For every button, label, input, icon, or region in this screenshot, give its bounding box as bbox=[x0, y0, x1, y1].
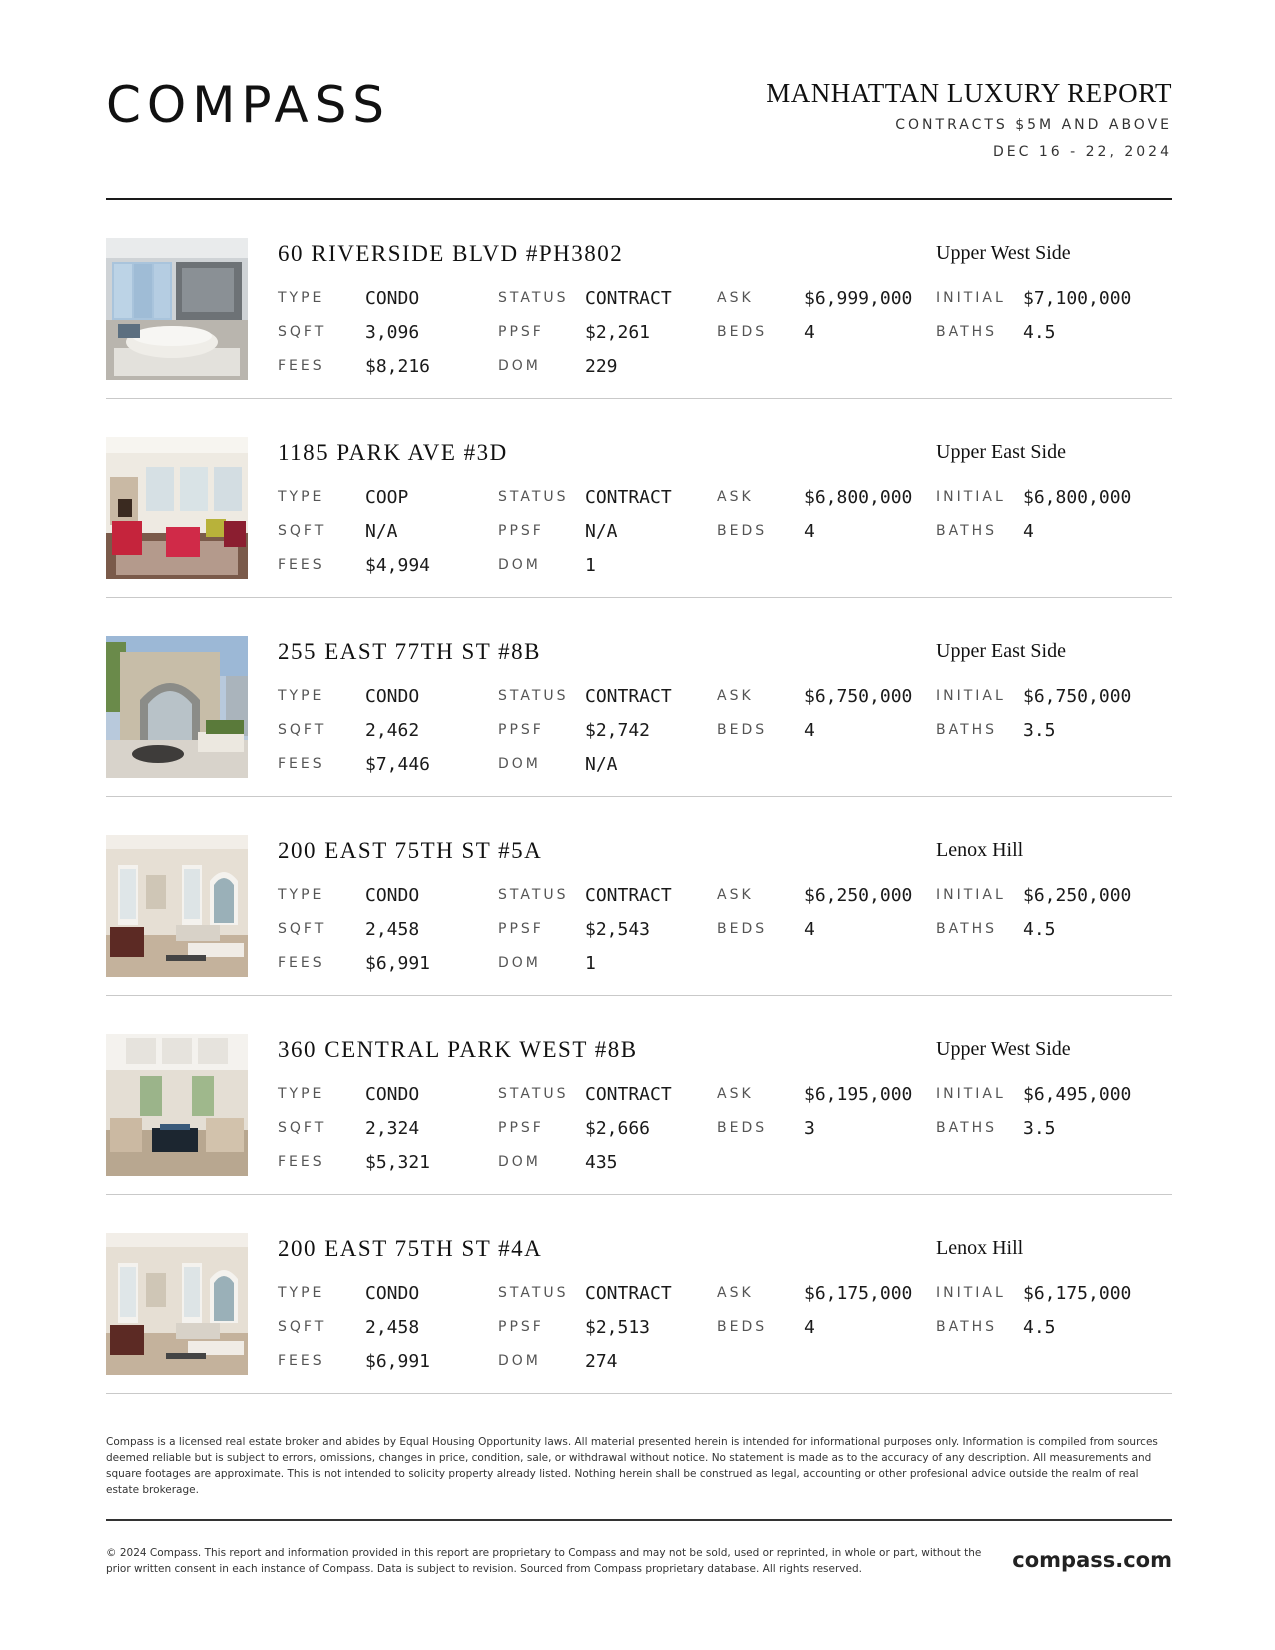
beds-value: 4 bbox=[804, 919, 815, 940]
status-value: CONTRACT bbox=[585, 686, 672, 707]
fees-value: $8,216 bbox=[365, 356, 431, 377]
type-value: CONDO bbox=[365, 686, 420, 707]
dom-value: 1 bbox=[585, 953, 596, 974]
initial-label: INITIAL bbox=[936, 290, 1006, 306]
dom-label: DOM bbox=[498, 358, 541, 374]
ask-label: ASK bbox=[717, 1086, 754, 1102]
ppsf-value: N/A bbox=[585, 521, 618, 542]
ppsf-label: PPSF bbox=[498, 324, 544, 340]
listing-row bbox=[106, 996, 1172, 1195]
listing-row bbox=[106, 200, 1172, 399]
sqft-value: N/A bbox=[365, 521, 398, 542]
dom-value: N/A bbox=[585, 754, 618, 775]
report-title: MANHATTAN LUXURY REPORT bbox=[766, 78, 1172, 108]
initial-value: $7,100,000 bbox=[1023, 288, 1132, 309]
dom-label: DOM bbox=[498, 756, 541, 772]
baths-value: 4 bbox=[1023, 521, 1034, 542]
dom-value: 1 bbox=[585, 555, 596, 576]
listing-photo[interactable] bbox=[106, 437, 248, 579]
beds-label: BEDS bbox=[717, 921, 768, 937]
beds-value: 4 bbox=[804, 1317, 815, 1338]
report-header bbox=[106, 70, 1172, 200]
type-label: TYPE bbox=[278, 1086, 325, 1102]
baths-label: BATHS bbox=[936, 324, 998, 340]
footer-divider bbox=[106, 1519, 1172, 1521]
baths-value: 3.5 bbox=[1023, 1118, 1056, 1139]
fees-label: FEES bbox=[278, 955, 325, 971]
type-label: TYPE bbox=[278, 887, 325, 903]
ask-label: ASK bbox=[717, 489, 754, 505]
dom-label: DOM bbox=[498, 1154, 541, 1170]
dom-value: 229 bbox=[585, 356, 618, 377]
listing-address[interactable]: 1185 PARK AVE #3D bbox=[278, 440, 508, 465]
fees-value: $6,991 bbox=[365, 953, 431, 974]
status-value: CONTRACT bbox=[585, 288, 672, 309]
fees-label: FEES bbox=[278, 557, 325, 573]
listing-neighborhood: Upper East Side bbox=[936, 640, 1066, 662]
listing-neighborhood: Lenox Hill bbox=[936, 839, 1024, 861]
fees-label: FEES bbox=[278, 358, 325, 374]
status-label: STATUS bbox=[498, 489, 569, 505]
ppsf-value: $2,742 bbox=[585, 720, 651, 741]
sqft-value: 2,462 bbox=[365, 720, 420, 741]
beds-value: 4 bbox=[804, 322, 815, 343]
initial-value: $6,250,000 bbox=[1023, 885, 1132, 906]
type-label: TYPE bbox=[278, 290, 325, 306]
sqft-value: 2,324 bbox=[365, 1118, 420, 1139]
beds-label: BEDS bbox=[717, 523, 768, 539]
baths-value: 4.5 bbox=[1023, 1317, 1056, 1338]
initial-label: INITIAL bbox=[936, 688, 1006, 704]
status-value: CONTRACT bbox=[585, 885, 672, 906]
fees-value: $5,321 bbox=[365, 1152, 431, 1173]
listing-neighborhood: Upper East Side bbox=[936, 441, 1066, 463]
initial-value: $6,495,000 bbox=[1023, 1084, 1132, 1105]
disclaimer-text: Compass is a licensed real estate broker and abides by Equal Housing Opportunity laws. All material presented herein is intended for informational purposes only. Information is compiled from sources deemed reliable but is subject to errors, omissions, changes in price, condition, sale, or withdrawal without notice. No statement is made as to the accuracy of any description. All measurements and square footages are approximate. This is not intended to solicity property already listed. Nothing herein shall be construed as legal, accounting or other profesional advice outside the realm of real estate brokerage. bbox=[106, 1436, 1158, 1496]
beds-value: 4 bbox=[804, 521, 815, 542]
beds-value: 4 bbox=[804, 720, 815, 741]
sqft-label: SQFT bbox=[278, 921, 327, 937]
initial-label: INITIAL bbox=[936, 1086, 1006, 1102]
sqft-label: SQFT bbox=[278, 722, 327, 738]
ppsf-label: PPSF bbox=[498, 1319, 544, 1335]
type-label: TYPE bbox=[278, 489, 325, 505]
type-value: CONDO bbox=[365, 1283, 420, 1304]
type-value: CONDO bbox=[365, 1084, 420, 1105]
fees-label: FEES bbox=[278, 1154, 325, 1170]
status-value: CONTRACT bbox=[585, 1084, 672, 1105]
initial-label: INITIAL bbox=[936, 489, 1006, 505]
ask-value: $6,750,000 bbox=[804, 686, 913, 707]
website-link[interactable]: compass.com bbox=[1012, 1548, 1172, 1572]
ask-value: $6,999,000 bbox=[804, 288, 913, 309]
listing-address[interactable]: 200 EAST 75TH ST #4A bbox=[278, 1236, 543, 1261]
report-date: DEC 16 - 22, 2024 bbox=[993, 144, 1172, 160]
ppsf-label: PPSF bbox=[498, 722, 544, 738]
listing-row bbox=[106, 797, 1172, 996]
ask-value: $6,800,000 bbox=[804, 487, 913, 508]
baths-value: 4.5 bbox=[1023, 322, 1056, 343]
status-label: STATUS bbox=[498, 688, 569, 704]
listing-photo[interactable] bbox=[106, 238, 248, 380]
fees-value: $7,446 bbox=[365, 754, 431, 775]
sqft-label: SQFT bbox=[278, 1319, 327, 1335]
listing-photo[interactable] bbox=[106, 1233, 248, 1375]
sqft-label: SQFT bbox=[278, 1120, 327, 1136]
type-value: COOP bbox=[365, 487, 409, 508]
initial-value: $6,750,000 bbox=[1023, 686, 1132, 707]
ask-label: ASK bbox=[717, 290, 754, 306]
fees-value: $4,994 bbox=[365, 555, 431, 576]
type-label: TYPE bbox=[278, 688, 325, 704]
status-label: STATUS bbox=[498, 1285, 569, 1301]
listing-address[interactable]: 360 CENTRAL PARK WEST #8B bbox=[278, 1037, 638, 1062]
ppsf-value: $2,666 bbox=[585, 1118, 651, 1139]
fees-label: FEES bbox=[278, 756, 325, 772]
ppsf-label: PPSF bbox=[498, 921, 544, 937]
ask-value: $6,175,000 bbox=[804, 1283, 913, 1304]
baths-label: BATHS bbox=[936, 921, 998, 937]
ask-label: ASK bbox=[717, 1285, 754, 1301]
fees-value: $6,991 bbox=[365, 1351, 431, 1372]
beds-label: BEDS bbox=[717, 722, 768, 738]
status-label: STATUS bbox=[498, 290, 569, 306]
type-value: CONDO bbox=[365, 885, 420, 906]
compass-logo-text: COMPASS bbox=[106, 78, 391, 128]
listing-photo[interactable] bbox=[106, 835, 248, 977]
sqft-value: 2,458 bbox=[365, 919, 420, 940]
initial-label: INITIAL bbox=[936, 1285, 1006, 1301]
sqft-label: SQFT bbox=[278, 523, 327, 539]
listing-address[interactable]: 255 EAST 77TH ST #8B bbox=[278, 639, 542, 664]
dom-label: DOM bbox=[498, 955, 541, 971]
ppsf-label: PPSF bbox=[498, 523, 544, 539]
sqft-value: 2,458 bbox=[365, 1317, 420, 1338]
initial-label: INITIAL bbox=[936, 887, 1006, 903]
ppsf-value: $2,513 bbox=[585, 1317, 651, 1338]
listing-neighborhood: Lenox Hill bbox=[936, 1237, 1024, 1259]
ppsf-value: $2,543 bbox=[585, 919, 651, 940]
listing-row bbox=[106, 1195, 1172, 1394]
status-label: STATUS bbox=[498, 1086, 569, 1102]
baths-label: BATHS bbox=[936, 1319, 998, 1335]
ppsf-value: $2,261 bbox=[585, 322, 651, 343]
ask-label: ASK bbox=[717, 887, 754, 903]
beds-label: BEDS bbox=[717, 1120, 768, 1136]
ppsf-label: PPSF bbox=[498, 1120, 544, 1136]
compass-logo-mark bbox=[106, 78, 426, 128]
status-label: STATUS bbox=[498, 887, 569, 903]
beds-label: BEDS bbox=[717, 324, 768, 340]
listing-photo[interactable] bbox=[106, 636, 248, 778]
dom-label: DOM bbox=[498, 557, 541, 573]
baths-label: BATHS bbox=[936, 722, 998, 738]
listing-neighborhood: Upper West Side bbox=[936, 242, 1071, 264]
compass-logo bbox=[106, 78, 426, 128]
copyright-text: © 2024 Compass. This report and information provided in this report are proprietary to Compass and may not be sold, used or reprinted, in whole or part, without the prior written consent in each instance of Compass. Data is subject to revision. Sourced from Compass proprietary database. All rights reserved. bbox=[106, 1547, 982, 1575]
dom-label: DOM bbox=[498, 1353, 541, 1369]
listing-neighborhood: Upper West Side bbox=[936, 1038, 1071, 1060]
status-value: CONTRACT bbox=[585, 487, 672, 508]
report-subtitle: CONTRACTS $5M AND ABOVE bbox=[895, 117, 1172, 133]
baths-value: 4.5 bbox=[1023, 919, 1056, 940]
listing-address[interactable]: 60 RIVERSIDE BLVD #PH3802 bbox=[278, 241, 624, 266]
listing-row bbox=[106, 598, 1172, 797]
initial-value: $6,800,000 bbox=[1023, 487, 1132, 508]
initial-value: $6,175,000 bbox=[1023, 1283, 1132, 1304]
dom-value: 274 bbox=[585, 1351, 618, 1372]
listing-row bbox=[106, 399, 1172, 598]
type-value: CONDO bbox=[365, 288, 420, 309]
sqft-label: SQFT bbox=[278, 324, 327, 340]
listing-photo[interactable] bbox=[106, 1034, 248, 1176]
baths-label: BATHS bbox=[936, 1120, 998, 1136]
listing-address[interactable]: 200 EAST 75TH ST #5A bbox=[278, 838, 543, 863]
listings-list bbox=[106, 200, 1172, 1394]
baths-value: 3.5 bbox=[1023, 720, 1056, 741]
sqft-value: 3,096 bbox=[365, 322, 420, 343]
beds-value: 3 bbox=[804, 1118, 815, 1139]
type-label: TYPE bbox=[278, 1285, 325, 1301]
ask-value: $6,250,000 bbox=[804, 885, 913, 906]
baths-label: BATHS bbox=[936, 523, 998, 539]
beds-label: BEDS bbox=[717, 1319, 768, 1335]
fees-label: FEES bbox=[278, 1353, 325, 1369]
dom-value: 435 bbox=[585, 1152, 618, 1173]
ask-label: ASK bbox=[717, 688, 754, 704]
ask-value: $6,195,000 bbox=[804, 1084, 913, 1105]
status-value: CONTRACT bbox=[585, 1283, 672, 1304]
